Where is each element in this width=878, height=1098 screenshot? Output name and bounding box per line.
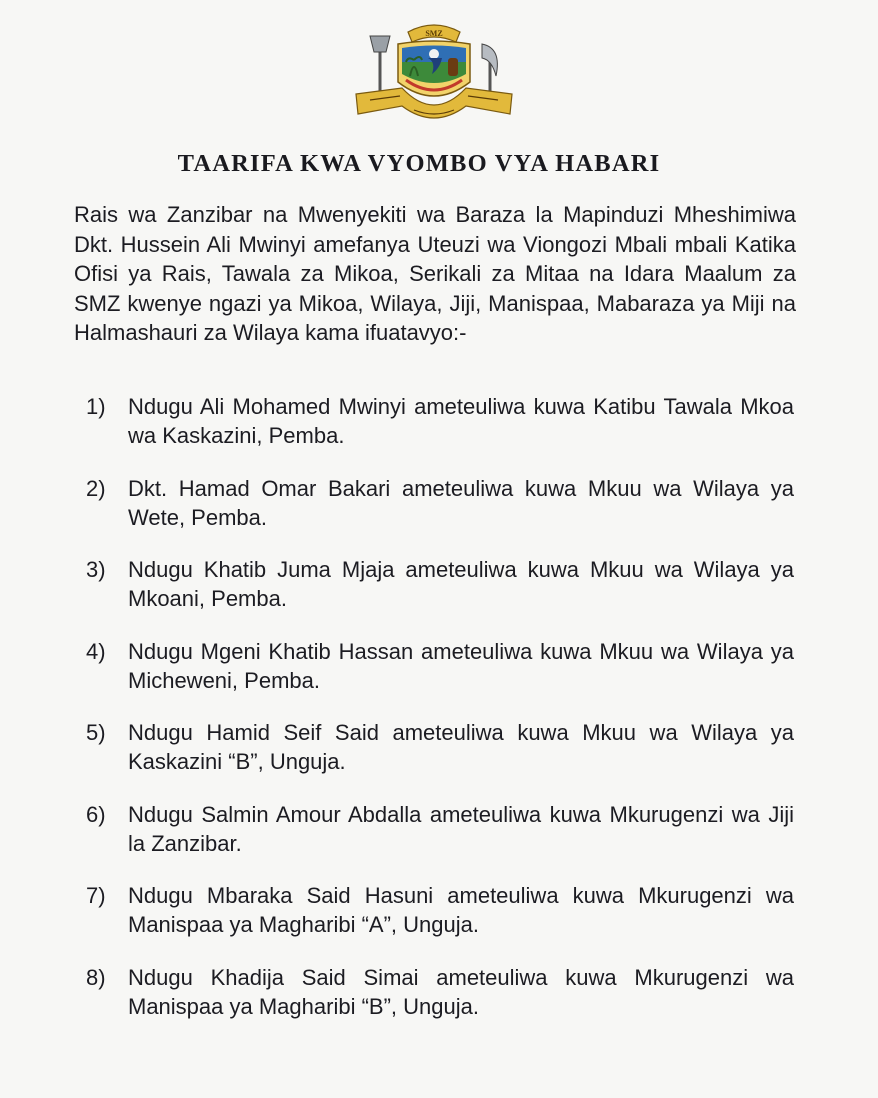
item-text: Ndugu Mgeni Khatib Hassan ameteuliwa kuwa Mkuu wa Wilaya ya Micheweni, Pemba.	[128, 638, 794, 693]
list-item	[0, 881, 878, 963]
smz-coat-of-arms-icon	[350, 18, 518, 124]
list-item	[0, 555, 878, 637]
item-number: 8)	[86, 964, 106, 990]
appointments-list	[0, 392, 878, 1044]
page-title: TAARIFA KWA VYOMBO VYA HABARI	[177, 150, 661, 177]
item-text: Dkt. Hamad Omar Bakari ameteuliwa kuwa Mkuu wa Wilaya ya Wete, Pemba.	[128, 475, 794, 530]
item-text: Ndugu Khadija Said Simai ameteuliwa kuwa Mkurugenzi wa Manispaa ya Magharibi “B”, Unguja.	[128, 964, 794, 1019]
item-number: 3)	[86, 557, 106, 582]
item-text: Ndugu Ali Mohamed Mwinyi ameteuliwa kuwa Katibu Tawala Mkoa wa Kaskazini, Pemba.	[128, 394, 794, 448]
list-item	[0, 800, 878, 882]
item-text: Ndugu Salmin Amour Abdalla ameteuliwa kuwa Mkurugenzi wa Jiji la Zanzibar.	[128, 801, 794, 856]
intro-paragraph: Rais wa Zanzibar na Mwenyekiti wa Baraza la Mapinduzi Mheshimiwa Dkt. Hussein Ali Mwinyi amefanya Uteuzi wa Viongozi Mbali mbali Katika Ofisi ya Rais, Tawala za Mikoa, Serikali za Mitaa na Idara Maalum za SMZ kwenye ngazi ya Mikoa, Wilaya, Jiji, Manispaa, Mabaraza ya Miji na Halmashauri za Wilaya kama ifuatavyo:-	[74, 202, 796, 346]
item-number: 2)	[86, 475, 106, 501]
item-text: Ndugu Hamid Seif Said ameteuliwa kuwa Mkuu wa Wilaya ya Kaskazini “B”, Unguja.	[128, 720, 794, 774]
list-item	[0, 392, 878, 474]
item-number: 5)	[86, 720, 106, 745]
list-item	[0, 474, 878, 556]
list-item	[0, 718, 878, 800]
item-number: 1)	[86, 394, 106, 419]
item-number: 4)	[86, 638, 106, 664]
item-text: Ndugu Mbaraka Said Hasuni ameteuliwa kuwa Mkurugenzi wa Manispaa ya Magharibi “A”, Unguja.	[128, 883, 794, 937]
item-number: 6)	[86, 801, 106, 827]
list-item	[0, 637, 878, 719]
item-number: 7)	[86, 883, 106, 908]
svg-text:SMZ: SMZ	[425, 29, 443, 38]
list-item	[0, 963, 878, 1045]
item-text: Ndugu Khatib Juma Mjaja ameteuliwa kuwa Mkuu wa Wilaya ya Mkoani, Pemba.	[128, 557, 794, 611]
